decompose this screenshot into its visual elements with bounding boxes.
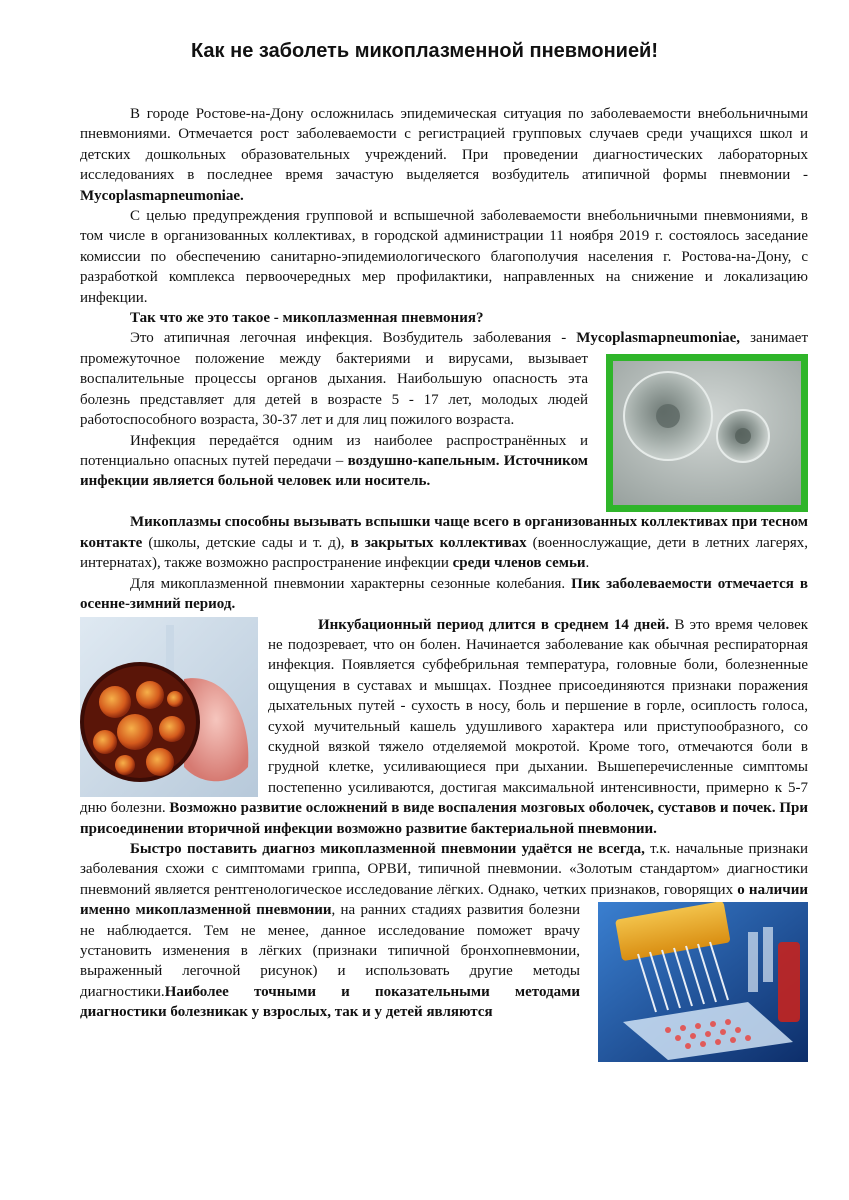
question-heading-text: Так что же это такое - микоплазменная пневмония? [130, 310, 484, 327]
diagnosis-bold-c: Наиболее точными и показательными методами диагностики болезникак у взрослых, так и у детей являются [80, 983, 580, 1021]
lungs-illustration [80, 617, 258, 797]
lungs-infection-image [80, 617, 258, 797]
prevention-text: С целью предупреждения групповой и вспышечной заболеваемости внебольничными пневмониями, в том числе в организованных коллективах, в городской администрации 11 ноября 2019 г. состоялось заседание комиссии по обеспечению санитарно-эпидемиологического благополучия населения г. Ростова-на-Дону, с разработкой комплекса первоочередных мер профилактики, направленных на снижение и локализацию инфекции. [80, 208, 808, 306]
complications-bold: Возможно развитие осложнений в виде воспаления мозговых оболочек, суставов и почек. При присоединении вторичной инфекции возможно развитие бактериальной пневмонии. [80, 800, 809, 837]
lab-illustration [598, 902, 808, 1062]
diagnosis-bold-a: Быстро поставить диагноз микоплазменной пневмонии удаётся не всегда, [130, 840, 645, 857]
outbreaks-text-b: (военнослужащие, дети в летних лагерях, интернатах), также возможно распространение инфекции [80, 534, 809, 572]
diagnosis-bold-b: о наличии именно микоплазменной пневмонии [80, 881, 809, 919]
mycoplasma-colony-image [606, 354, 808, 512]
outbreaks-bold-c: среди членов семьи [452, 555, 586, 572]
seasonal-bold: Пик заболеваемости отмечается в осенне-зимний период. [80, 575, 808, 613]
outbreaks-text-a: (школы, детские сады и т. д), [142, 534, 351, 551]
intro-text: В городе Ростове-на-Дону осложнилась эпидемическая ситуация по заболеваемости внебольничными пневмониями. Отмечается рост заболеваемости с регистрацией групповых случаев среди учащихся школ и детских дошкольных образовательных учреждений. При проведении диагностических лабораторных исследованиях в последнее время зачастую выделяется возбудитель атипичной формы пневмонии - [80, 106, 808, 184]
paragraph-diagnosis [80, 839, 808, 1023]
outbreaks-bold-b: в закрытых коллективах [350, 534, 527, 551]
transmission-bold: воздушно-капельным. Источником инфекции является больной человек или носитель. [80, 452, 589, 490]
paragraph-incubation [80, 615, 808, 839]
page-title: Как не заболеть микоплазменной пневмонией! [190, 40, 659, 62]
incubation-bold: Инкубационный период длится в среднем 14 дней. [318, 616, 670, 633]
diagnosis-text-b: , на ранних стадиях развития болезни не наблюдается. Тем не менее, данное исследование поможет врачу установить изменения в лёгких (признаки типичной бронхопневмонии, выраженный легочной рисунок) и использовать другие методы диагностики. [80, 902, 580, 1000]
paragraph-seasonal [80, 574, 808, 615]
question-heading [80, 308, 808, 328]
outbreaks-text-c: . [585, 555, 590, 572]
pathogen-text-b: занимает промежуточное положение между бактериями и вирусами, вызывает воспалительные процессы органов дыхания. Наибольшую опасность эта болезнь представляет для детей в возрасте 5 - 17 лет, молодых людей работоспособного возраста, 30-37 лет и для лиц пожилого возраста. [80, 330, 808, 429]
paragraph-intro [80, 104, 808, 206]
seasonal-text: Для микоплазменной пневмонии характерны сезонные колебания. [130, 575, 572, 592]
pathogen-name: Mycoplasmapneumoniae. [80, 187, 244, 204]
colony-illustration [613, 361, 801, 505]
diagnosis-text-a: т.к. начальные признаки заболевания схожи с симптомами гриппа, ОРВИ, типичной пневмонии. «Золотым стандартом» диагностики пневмоний является рентгенологическое исследование лёгких. Однако, четких признаков, говорящих [80, 840, 808, 898]
paragraph-prevention [80, 206, 808, 308]
lab-pipette-image [598, 902, 808, 1062]
pathogen-name-2: Mycoplasmapneumoniae, [576, 330, 741, 347]
pathogen-text-a: Это атипичная легочная инфекция. Возбудитель заболевания - [130, 330, 577, 347]
article-body [80, 104, 808, 1062]
incubation-text: В это время человек не подозревает, что он болен. Начинается заболевание как обычная респираторная инфекция. Появляется субфебрильная температура, головные боли, болезненные ощущения в суставах и мышцах. Позднее присоединяются признаки поражения дыхательных путей - сухость в носу, боль и першение в горле, осиплость голоса, сухой мучительный кашель удушливого характера или приступообразного, со скудной вязкой тяжело отделяемой мокротой. Кроме того, отмечаются боли в грудной клетке, усиливающиеся при дыхании. Вышеперечисленные симптомы постепенно усиливаются, достигая максимальной интенсивности, примерно к 5-7 дню болезни. [80, 616, 809, 817]
transmission-text: Инфекция передаётся одним из наиболее распространённых и потенциально опасных путей передачи – [80, 432, 588, 469]
paragraph-outbreaks [80, 512, 808, 573]
outbreaks-bold-a: Микоплазмы способны вызывать вспышки чаще всего в организованных коллективах при тесном контакте [80, 514, 808, 551]
